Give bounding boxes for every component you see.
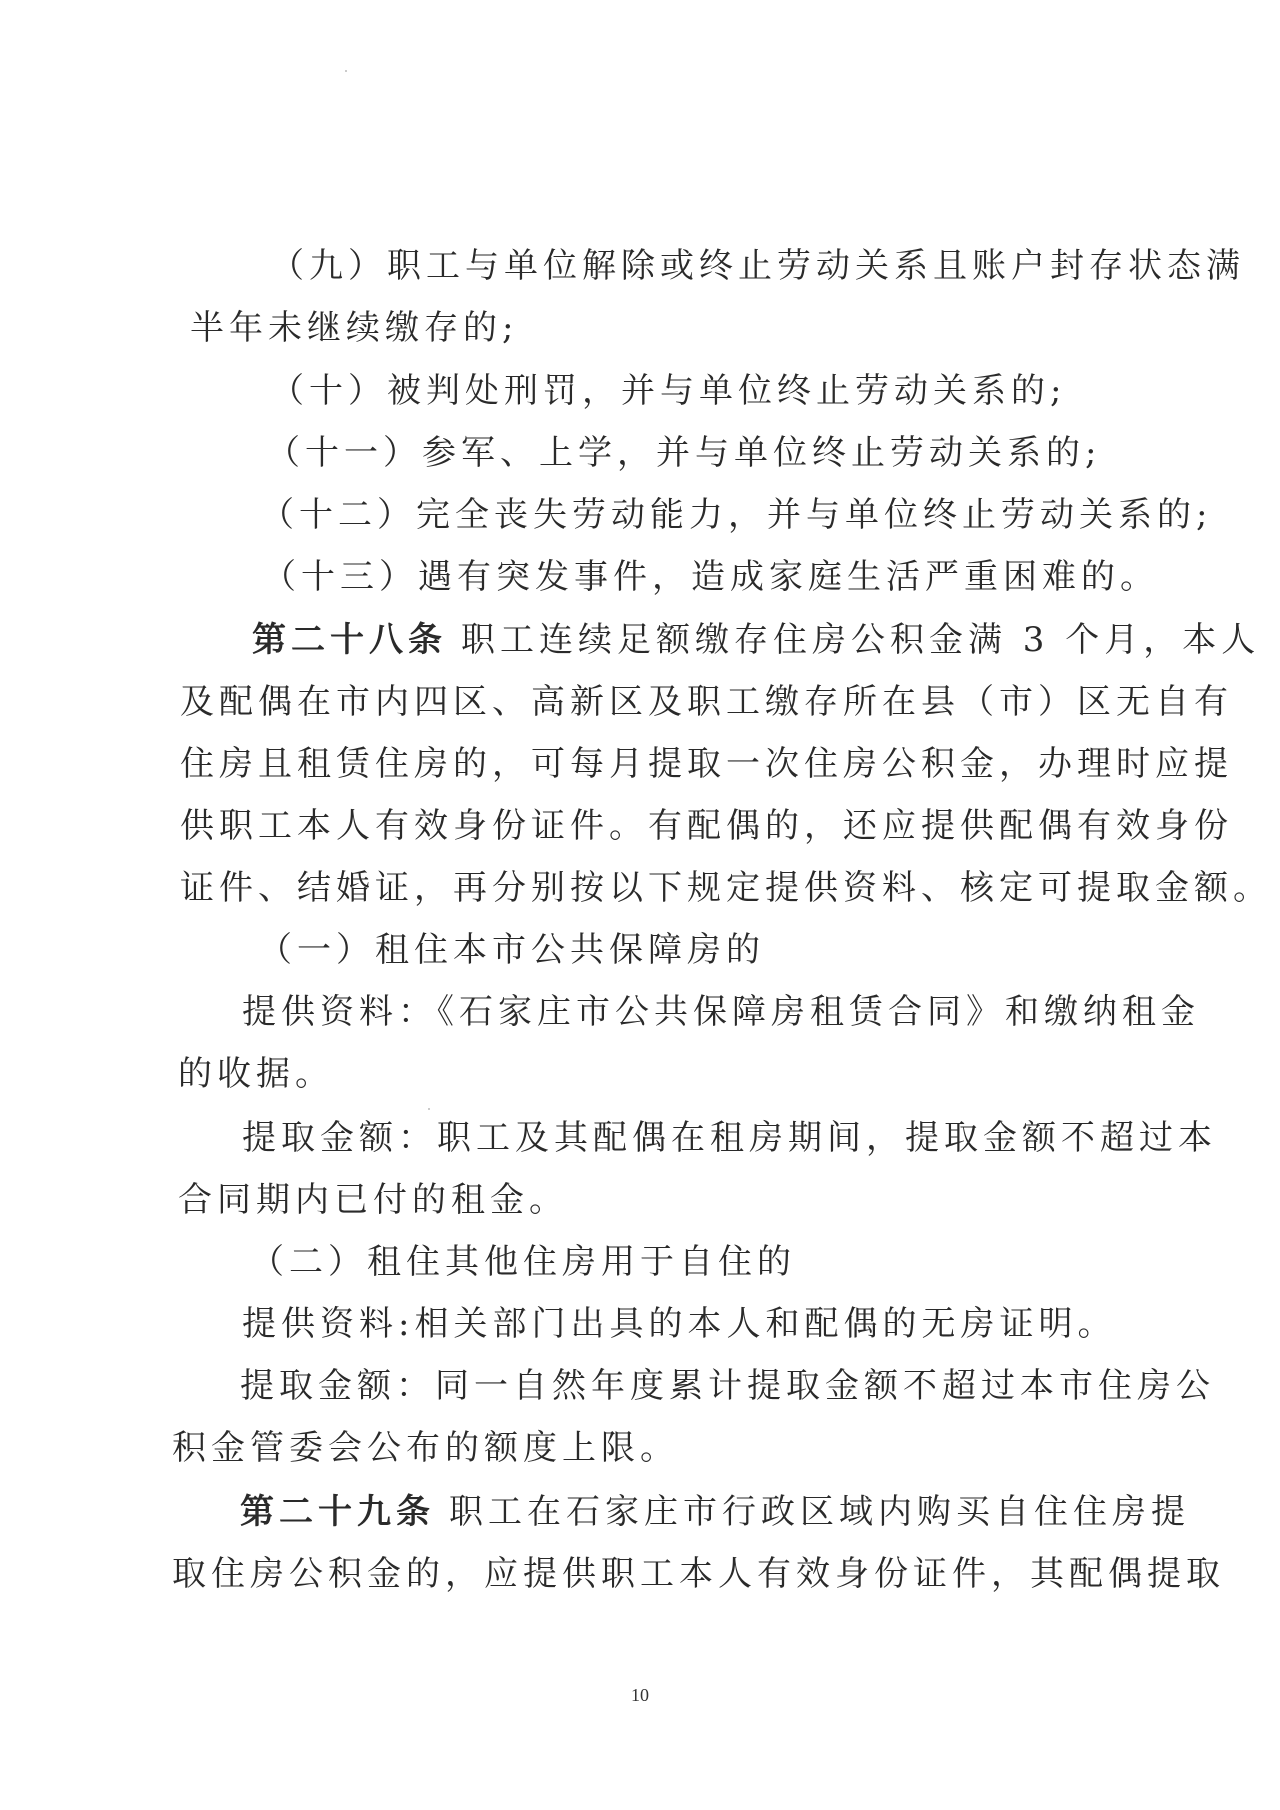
clause-13: （十三）遇有突发事件，造成家庭生活严重困难的。 <box>262 557 1159 597</box>
article-29-line-2: 取住房公积金的，应提供职工本人有效身份证件，其配偶提取 <box>172 1554 1225 1594</box>
subsection-2-amount-line-2: 积金管委会公布的额度上限。 <box>172 1428 679 1468</box>
article-28-line-5: 证件、结婚证，再分别按以下规定提供资料、核定可提取金额。 <box>180 868 1272 908</box>
clause-11: （十一）参军、上学，并与单位终止劳动关系的; <box>266 433 1102 473</box>
clause-12: （十二）完全丧失劳动能力，并与单位终止劳动关系的; <box>260 495 1213 535</box>
clause-9-line-1: （九）职工与单位解除或终止劳动关系且账户封存状态满 <box>270 246 1245 286</box>
article-28-line-2: 及配偶在市内四区、高新区及职工缴存所在县（市）区无自有 <box>180 682 1233 722</box>
subsection-1-materials-line-2: 的收据。 <box>178 1054 334 1094</box>
clause-9-line-2: 半年未继续缴存的; <box>190 308 519 348</box>
page-number: 10 <box>631 1685 649 1705</box>
subsection-1-amount-line-1: 提取金额：职工及其配偶在租房期间，提取金额不超过本 <box>242 1118 1217 1158</box>
article-29-first-line <box>240 1492 1190 1532</box>
scan-speck <box>345 70 347 72</box>
article-28-first-line <box>252 620 1260 660</box>
subsection-2-amount-line-1: 提取金额：同一自然年度累计提取金额不超过本市住房公 <box>240 1366 1215 1406</box>
subsection-2-heading: （二）租住其他住房用于自住的 <box>250 1242 796 1282</box>
subsection-1-amount-line-2: 合同期内已付的租金。 <box>178 1180 568 1220</box>
subsection-1-heading: （一）租住本市公共保障房的 <box>258 930 765 970</box>
scan-speck <box>428 1108 430 1110</box>
article-28-line-4: 供职工本人有效身份证件。有配偶的，还应提供配偶有效身份 <box>180 806 1233 846</box>
subsection-2-materials: 提供资料:相关部门出具的本人和配偶的无房证明。 <box>242 1304 1117 1344</box>
subsection-1-materials-line-1: 提供资料：《石家庄市公共保障房租赁合同》和缴纳租金 <box>242 992 1200 1032</box>
article-28-line-3: 住房且租赁住房的，可每月提取一次住房公积金，办理时应提 <box>180 744 1233 784</box>
article-28-line-1: 职工连续足额缴存住房公积金满 3 个月，本人 <box>461 620 1261 660</box>
article-28-heading: 第二十八条 <box>252 620 447 660</box>
article-29-line-1: 职工在石家庄市行政区域内购买自住住房提 <box>449 1492 1190 1532</box>
clause-10: （十）被判处刑罚，并与单位终止劳动关系的; <box>270 371 1067 411</box>
article-29-heading: 第二十九条 <box>240 1492 435 1532</box>
